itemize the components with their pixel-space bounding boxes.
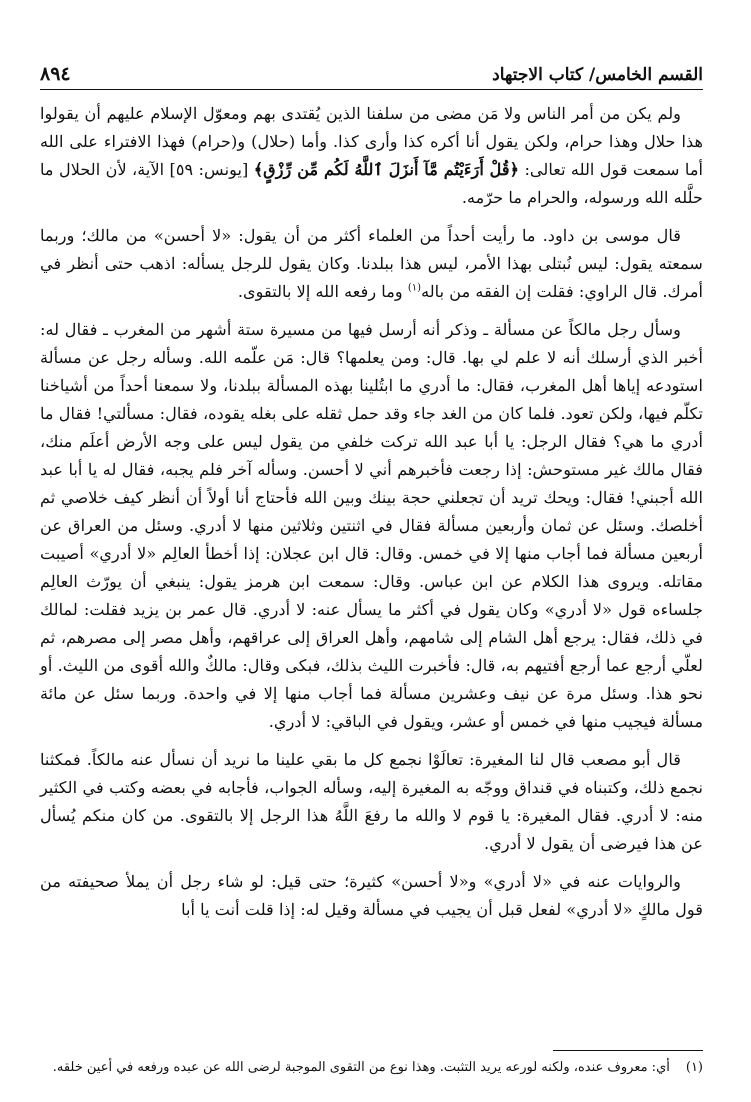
paragraph-3: وسأل رجل مالكاً عن مسألة ـ وذكر أنه أرسل فيها من مسيرة ستة أشهر من المغرب ـ فقال له: أخبر الذي أرسلك أنه لا علم لي بها. قال: ومن يعلمها؟ قال: مَن علّمه الله. وسأله رجل عن مسألة استودعه إياها أهل المغرب، فقال: ما أدري ما ابتُلينا بهذه المسألة ببلدنا، ولا سمعنا أحداً من أشياخنا تكلّم فيها، ولكن تعود. فلما كان من الغد جاء وقد حمل ثقله على بغله يقوده، فقال: مسألتي! فقال ما أدري ما هي؟ فقال الرجل: يا أبا عبد الله تركت خلفي من يقول ليس على وجه الأرض أعلَم منك، فقال مالك غير مستوحش: إذا رجعت فأخبرهم أني لا أحسن. وسأله آخر فلم يجبه، فقال له يا أبا عبد الله أجبني! فقال: ويحك تريد أن تجعلني حجة بينك وبين الله فأحتاج أنا أولاً أن أنظر كيف خلاصي ثم أخلصك. وسئل عن ثمان وأربعين مسألة فقال في اثنتين وثلاثين منها لا أدري. وسئل من العراق عن أربعين مسألة فما أجاب منها إلا في خمس. وقال: قال ابن عجلان: إذا أخطأ العالِم «لا أدري» أصيبت مقاتله. ويروى هذا الكلام عن ابن عباس. وقال: سمعت ابن هرمز يقول: ينبغي أن يورّث العالِم جلساءه قول «لا أدري» وكان يقول في أكثر ما يسأل عنه: لا أدري. قال عمر بن يزيد فقلت: لمالك في ذلك، فقال: يرجع أهل الشام إلى شامهم، وأهل العراق إلى عراقهم، وأهل مصر إلى مصرهم، ثم لعلّي أرجع عما أرجع أفتيهم به، قال: فأخبرت الليث بذلك، فبكى وقال: مالكٌ والله أقوى من الليث. أو نحو هذا. وسئل مرة عن نيف وعشرين مسألة فما أجاب منها إلا في واحدة. وربما سئل عن مائة مسألة فيجيب منها في خمس أو عشر، ويقول في الباقي: لا أدري. — [40, 320, 703, 731]
paragraph-text: ولم يكن من أمر الناس ولا مَن مضى من سلفنا الذين يُقتدى بهم ومعوّل الإسلام عليهم أن يقولوا هذا حلال وهذا حرام، ولكن يقول أنا أكره كذا وأرى كذا. وأما (حلال) و(حرام) فهذا الافتراء على الله أما سمعت قول الله تعالى: — [40, 104, 703, 179]
footnote-text: أي: معروف عنده، ولكنه لورعه يريد التثبت. وهذا نوع من التقوى الموجبة لرضى الله عن عبده ورفعه في أعين خلقه. — [52, 1060, 670, 1075]
paragraph-4: قال أبو مصعب قال لنا المغيرة: تعالَوْا نجمع كل ما بقي علينا ما نريد أن نسأل عنه مالكاً. فمكثنا نجمع ذلك، وكتبناه في قنداق ووجّه به المغيرة إليه، وسأله الجواب، فأجابه في بعضه وكتب في الكثير منه: لا أدري. فقال المغيرة: يا قوم لا والله ما رفعَ اللَّهُ هذا الرجل إلا بالتقوى. من كان منكم يُسأل عن هذا فيرضى أن يقول لا أدري. — [40, 750, 703, 853]
footnote-reference[interactable]: (١) — [407, 282, 422, 294]
paragraph-5: والروايات عنه في «لا أدري» و«لا أحسن» كثيرة؛ حتى قيل: لو شاء رجل أن يملأ صحيفته من قول مالكٍ «لا أدري» لفعل قبل أن يجيب في مسألة وقيل له: إذا قلت أنت يا أبا — [40, 872, 703, 919]
paragraph-1 — [40, 100, 703, 212]
running-head: القسم الخامس/ كتاب الاجتهاد — [492, 65, 703, 85]
paragraph-text: وما رفعه الله إلا بالتقوى. — [237, 282, 408, 301]
paragraph-text: [يونس: ٥٩] الآية، لأن الحلال ما حلَّله الله ورسوله، والحرام ما حرّمه. — [40, 160, 703, 207]
footnote — [40, 1056, 703, 1080]
footnote-number: (١) — [685, 1060, 703, 1075]
page-number: ٨٩٤ — [40, 63, 71, 85]
paragraph-text: قال موسى بن داود. ما رأيت أحداً من العلماء أكثر من أن يقول: «لا أحسن» من مالك؛ وربما سمعته يقول: ليس نُبتلى بهذا الأمر، ليس هذا ببلدنا. وكان يقول للرجل يسأله: اذهب حتى أنظر في أمرك. قال الراوي: فقلت إن الفقه من باله — [40, 226, 703, 301]
main-text — [40, 100, 703, 934]
page-header — [40, 60, 703, 90]
footnote-divider — [553, 1050, 703, 1051]
paragraph-2 — [40, 222, 703, 306]
quran-verse: ﴿قُلْ أَرَءَيْتُم مَّآ أَنزَلَ ٱللَّهُ لَكُم مِّن رِّزْقٍ﴾ — [253, 160, 520, 179]
